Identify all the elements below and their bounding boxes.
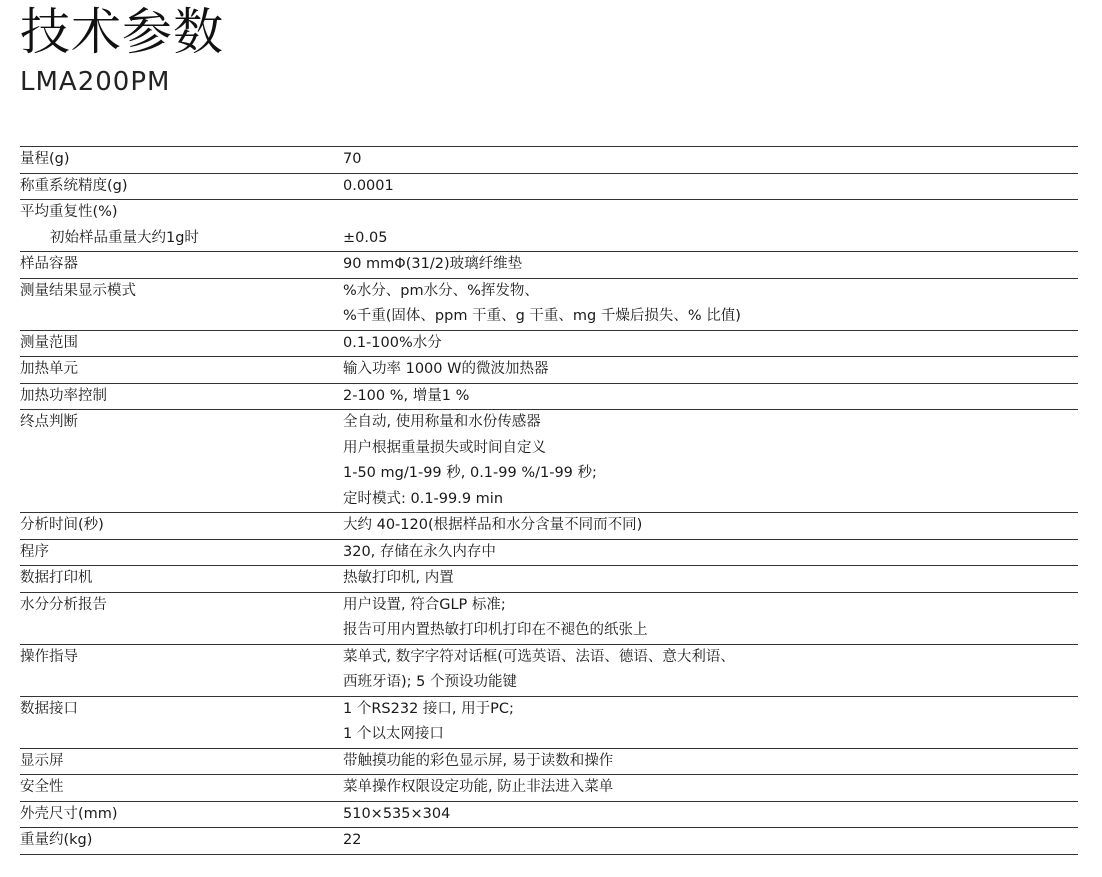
spec-value: 西班牙语); 5 个预设功能键 [343, 674, 517, 690]
spec-row [20, 279, 1078, 331]
spec-label-cell [20, 410, 343, 512]
spec-label-cell [20, 775, 343, 801]
spec-label-cell [20, 331, 343, 357]
spec-value: 2-100 %, 增量1 % [343, 387, 470, 404]
spec-row [20, 331, 1078, 358]
spec-row [20, 174, 1078, 201]
spec-label: 分析时间(秒) [20, 517, 104, 533]
spec-label: 重量约(kg) [20, 832, 93, 848]
spec-value: 大约 40-120(根据样品和水分含量不同而不同) [343, 517, 643, 533]
spec-label: 初始样品重量大约1g时 [50, 229, 199, 246]
spec-value: 热敏打印机, 内置 [343, 570, 454, 586]
spec-label-cell [20, 802, 343, 828]
spec-value: 带触摸功能的彩色显示屏, 易于读数和操作 [343, 752, 614, 769]
spec-label: 数据打印机 [20, 570, 93, 586]
spec-row [20, 513, 1078, 540]
spec-value-cell [343, 513, 1078, 539]
spec-row [20, 357, 1078, 384]
spec-value: 菜单式, 数字字符对话框(可选英语、法语、德语、意大利语、 [343, 648, 735, 665]
spec-value: 320, 存储在永久内存中 [343, 543, 496, 560]
spec-value-cell [343, 802, 1078, 828]
spec-value: 全自动, 使用称量和水份传感器 [343, 414, 541, 430]
spec-label: 加热功率控制 [20, 387, 107, 404]
spec-label: 称重系统精度(g) [20, 177, 128, 194]
spec-value: 1-50 mg/1-99 秒, 0.1-99 %/1-99 秒; [343, 465, 597, 481]
model-name: LMA200PM [20, 67, 171, 97]
spec-label: 安全性 [20, 779, 64, 795]
spec-row [20, 540, 1078, 567]
spec-value: 定时模式: 0.1-99.9 min [343, 490, 504, 507]
spec-label-cell [20, 357, 343, 383]
spec-value-cell [343, 252, 1078, 278]
spec-row [20, 226, 1078, 253]
spec-value-cell [343, 540, 1078, 566]
spec-value: 0.0001 [343, 177, 394, 194]
spec-label: 操作指导 [20, 648, 78, 665]
spec-row [20, 645, 1078, 697]
spec-value-cell [343, 331, 1078, 357]
spec-value-cell [343, 828, 1078, 854]
spec-label-cell [20, 513, 343, 539]
spec-label: 加热单元 [20, 361, 78, 377]
spec-row [20, 252, 1078, 279]
spec-label-cell [20, 697, 343, 748]
spec-label: 数据接口 [20, 700, 78, 717]
spec-label: 水分分析报告 [20, 596, 107, 613]
spec-label-cell [20, 566, 343, 592]
spec-value-cell [343, 593, 1078, 644]
spec-label: 外壳尺寸(mm) [20, 805, 118, 822]
spec-label: 平均重复性(%) [20, 204, 118, 220]
page-title: 技术参数 [20, 3, 224, 61]
spec-label: 终点判断 [20, 414, 78, 430]
spec-row [20, 200, 1078, 226]
spec-value: 1 个以太网接口 [343, 726, 444, 742]
spec-value: 输入功率 1000 W的微波加热器 [343, 361, 549, 377]
spec-label-cell [20, 645, 343, 696]
spec-label-cell [20, 200, 343, 226]
spec-value: 用户根据重量损失或时间自定义 [343, 439, 546, 456]
spec-value-cell [343, 749, 1078, 775]
spec-row [20, 566, 1078, 593]
spec-value-cell [343, 410, 1078, 512]
spec-label-cell [20, 828, 343, 854]
spec-value-cell [343, 226, 1078, 252]
spec-label-cell [20, 384, 343, 410]
spec-value: 用户设置, 符合GLP 标准; [343, 596, 506, 613]
spec-row [20, 384, 1078, 411]
spec-value-cell [343, 174, 1078, 200]
spec-value: ±0.05 [343, 229, 388, 246]
spec-label: 测量范围 [20, 334, 78, 351]
spec-label-cell [20, 540, 343, 566]
spec-label-cell [20, 147, 343, 173]
spec-value-cell [343, 566, 1078, 592]
spec-label-cell [20, 252, 343, 278]
spec-value-cell [343, 279, 1078, 330]
spec-value-cell [343, 775, 1078, 801]
spec-value-cell [343, 357, 1078, 383]
spec-value: %千重(固体、ppm 干重、g 干重、mg 千燥后损失、% 比值) [343, 308, 741, 324]
spec-row [20, 775, 1078, 802]
spec-label: 量程(g) [20, 151, 70, 167]
spec-value: 510×535×304 [343, 805, 451, 822]
spec-label: 显示屏 [20, 752, 64, 769]
spec-value: 0.1-100%水分 [343, 334, 442, 351]
spec-label-cell [20, 174, 343, 200]
spec-label-cell [20, 593, 343, 644]
spec-label: 测量结果显示模式 [20, 282, 136, 299]
spec-value [343, 200, 1078, 226]
spec-label: 程序 [20, 543, 49, 560]
spec-row [20, 410, 1078, 513]
spec-row [20, 802, 1078, 829]
spec-value: 报告可用内置热敏打印机打印在不褪色的纸张上 [343, 622, 648, 638]
spec-label-cell [20, 749, 343, 775]
spec-value-cell [343, 384, 1078, 410]
spec-row [20, 697, 1078, 749]
spec-row [20, 147, 1078, 174]
spec-row [20, 749, 1078, 776]
spec-value-cell [343, 200, 1078, 226]
spec-row [20, 593, 1078, 645]
spec-value: 22 [343, 832, 362, 848]
spec-value-cell [343, 697, 1078, 748]
spec-value: 70 [343, 151, 362, 167]
spec-row [20, 828, 1078, 855]
spec-label-cell [20, 279, 343, 330]
spec-label: 样品容器 [20, 256, 78, 272]
spec-value: 90 mmΦ(31/2)玻璃纤维垫 [343, 256, 523, 272]
spec-value: %水分、pm水分、%挥发物、 [343, 282, 539, 299]
spec-value: 1 个RS232 接口, 用于PC; [343, 700, 514, 717]
spec-value-cell [343, 645, 1078, 696]
spec-value: 菜单操作权限设定功能, 防止非法进入菜单 [343, 779, 614, 795]
spec-label-cell [20, 226, 343, 252]
spec-table [20, 146, 1078, 855]
spec-value-cell [343, 147, 1078, 173]
